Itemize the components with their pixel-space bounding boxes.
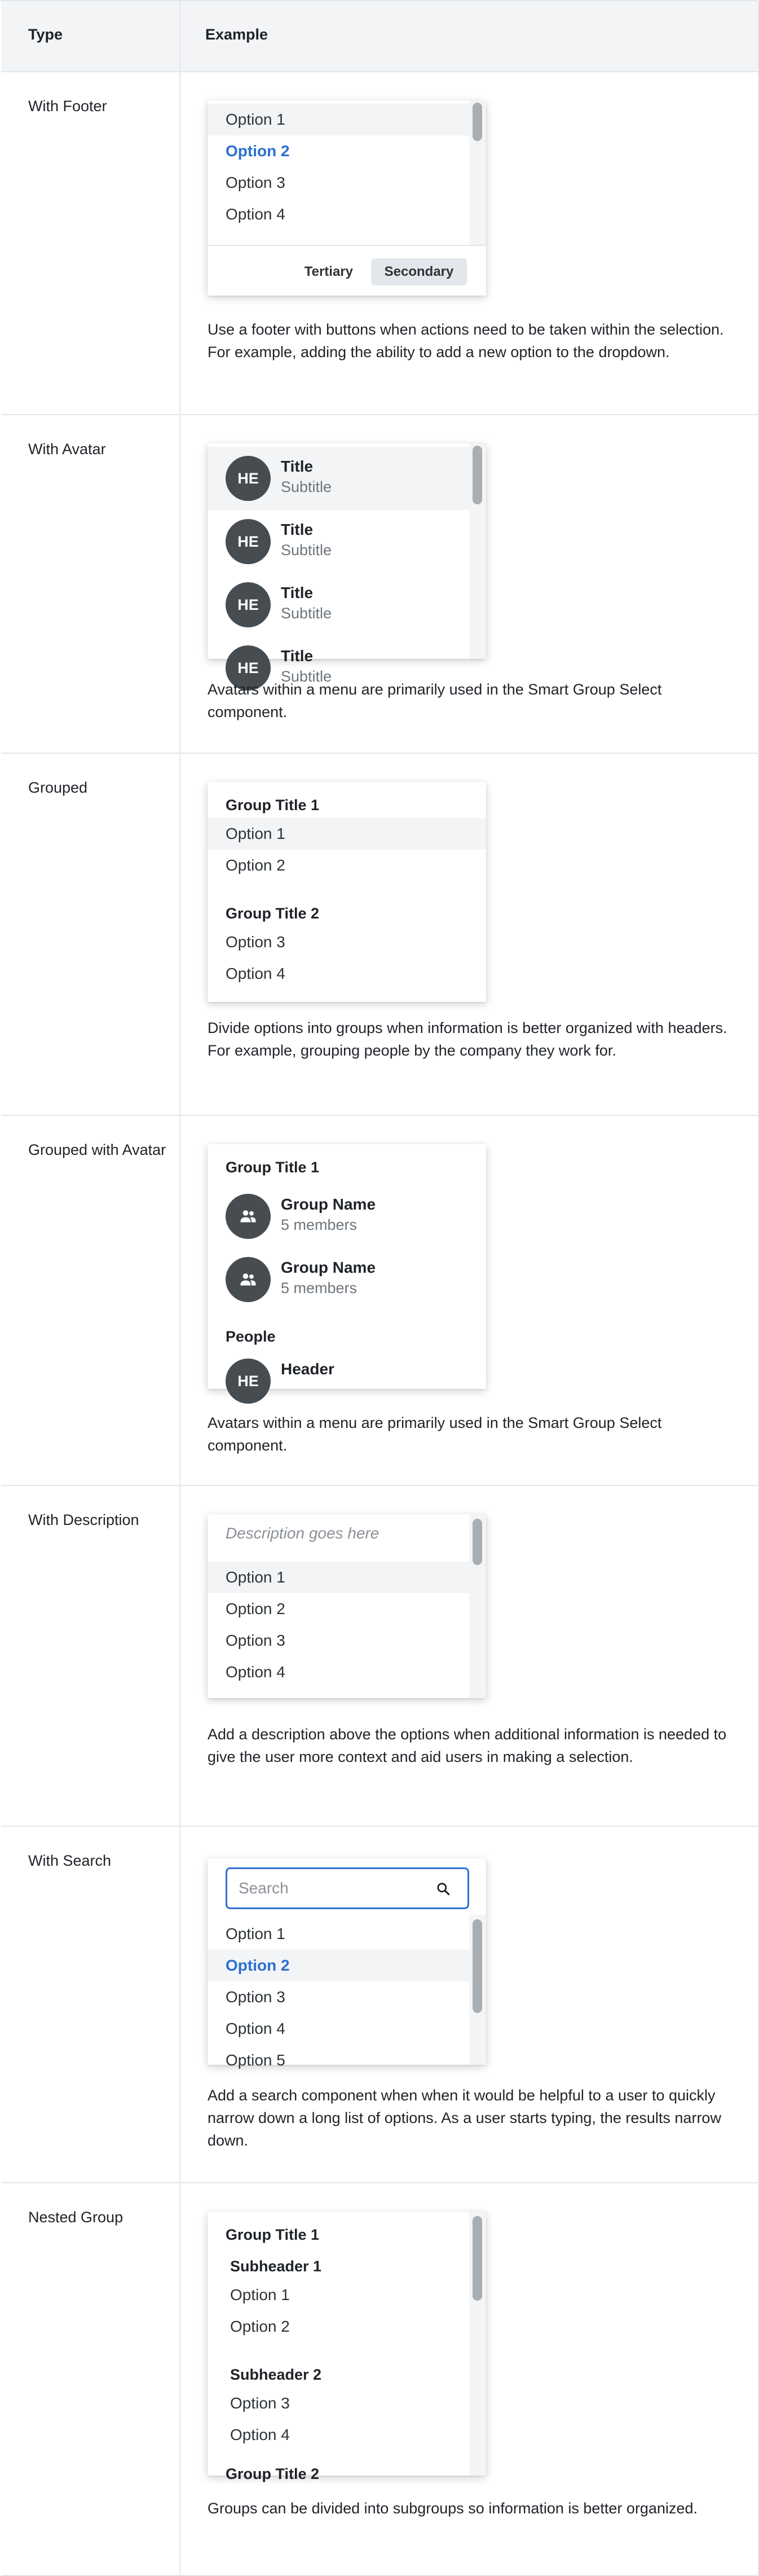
type-label: Nested Group — [28, 2209, 123, 2226]
scrollbar[interactable] — [469, 443, 486, 659]
scrollbar-thumb[interactable] — [473, 1519, 482, 1565]
group-icon — [238, 1269, 258, 1290]
group-title: People — [226, 1328, 276, 1345]
row-description: Divide options into groups when information is better organized with headers. For example, grouping people by the company they work for. — [208, 1019, 727, 1059]
row-description: Avatars within a menu are primarily used in the Smart Group Select component. — [208, 681, 662, 720]
dropdown-menu-with-search — [208, 1858, 486, 2069]
menu-option[interactable]: Option 1 — [208, 818, 486, 850]
avatar: HE — [226, 582, 271, 627]
item-title: Title — [281, 647, 314, 665]
menu-option[interactable]: Option 4 — [226, 2020, 285, 2037]
person-menu-item[interactable] — [208, 1349, 486, 1413]
type-cell — [1, 1827, 180, 2182]
table-row-with-footer — [1, 72, 759, 415]
item-title: Title — [281, 458, 314, 475]
tertiary-button[interactable]: Tertiary — [305, 260, 353, 284]
group-menu-item[interactable] — [208, 1248, 486, 1311]
avatar-menu-item[interactable] — [208, 447, 486, 510]
type-cell — [1, 1486, 180, 1826]
menu-description: Description goes here — [226, 1524, 380, 1542]
type-label: Grouped with Avatar — [28, 1141, 166, 1158]
table-row-with-search — [1, 1827, 759, 2183]
type-label: With Avatar — [28, 441, 106, 458]
menu-footer — [208, 245, 486, 296]
type-label: With Description — [28, 1511, 139, 1528]
scrollbar[interactable] — [469, 1514, 486, 1698]
dropdown-menu-with-description — [208, 1514, 486, 1698]
menu-option[interactable]: Option 1 — [208, 104, 486, 135]
item-title: Group Name — [281, 1195, 376, 1213]
item-subtitle: Subtitle — [281, 542, 332, 559]
avatar: HE — [226, 645, 271, 691]
example-cell — [180, 754, 759, 1115]
menu-option-selected[interactable]: Option 2 — [226, 142, 290, 160]
group-menu-item[interactable] — [208, 1185, 486, 1248]
menu-option-selected[interactable]: Option 2 — [208, 1950, 486, 1981]
menu-option[interactable]: Option 3 — [226, 1988, 285, 2006]
group-title: Group Title 1 — [226, 797, 320, 814]
dropdown-menu-with-avatar — [208, 443, 486, 685]
dropdown-menu-grouped — [208, 782, 486, 1002]
item-title: Group Name — [281, 1259, 376, 1276]
subgroup-title: Subheader 1 — [230, 2258, 322, 2275]
table-row-grouped-with-avatar — [1, 1116, 759, 1486]
menu-option[interactable]: Option 4 — [226, 1663, 285, 1681]
scrollbar-thumb[interactable] — [473, 103, 482, 141]
type-label: With Search — [28, 1852, 112, 1869]
group-avatar — [226, 1257, 271, 1302]
item-subtitle: Subtitle — [281, 478, 332, 495]
type-cell — [1, 1116, 180, 1485]
header-type-label: Type — [28, 26, 63, 43]
type-cell — [1, 2183, 180, 2575]
menu-option[interactable]: Option 1 — [208, 1562, 486, 1593]
item-subtitle: 5 members — [281, 1216, 358, 1233]
type-label: Grouped — [28, 779, 88, 796]
type-label: With Footer — [28, 98, 107, 115]
dropdown-menu-with-footer — [208, 100, 486, 296]
item-subtitle: Subtitle — [281, 605, 332, 622]
table-row-nested-group — [1, 2183, 759, 2576]
group-title: Group Title 1 — [226, 2226, 320, 2243]
example-cell — [180, 2183, 759, 2575]
row-description: Avatars within a menu are primarily used in the Smart Group Select component. — [208, 1414, 662, 1454]
group-icon — [238, 1206, 258, 1227]
row-description: Use a footer with buttons when actions need to be taken within the selection. For example, adding the ability to add a new option to the dropdown. — [208, 321, 724, 361]
header-cell-type — [1, 1, 180, 71]
menu-option[interactable]: Option 3 — [226, 933, 285, 951]
menu-option[interactable]: Option 3 — [226, 1632, 285, 1649]
header-example-label: Example — [205, 26, 268, 43]
scrollbar-thumb[interactable] — [473, 1919, 482, 2013]
table-row-with-avatar — [1, 415, 759, 754]
search-icon[interactable] — [436, 1882, 451, 1896]
menu-option[interactable]: Option 3 — [226, 174, 285, 191]
avatar: HE — [226, 456, 271, 501]
menu-option[interactable]: Option 4 — [226, 205, 285, 223]
type-cell — [1, 754, 180, 1115]
menu-option[interactable]: Option 2 — [226, 1600, 285, 1617]
item-subtitle: 5 members — [281, 1280, 358, 1296]
scrollbar-thumb[interactable] — [473, 446, 482, 504]
menu-option[interactable]: Option 1 — [226, 1925, 285, 1942]
scrollbar[interactable] — [469, 1915, 486, 2065]
row-description: Add a search component when when it would be helpful to a user to quickly narrow down a long list of options. As a user starts typing, the results narrow down. — [208, 2087, 721, 2149]
example-cell — [180, 415, 759, 753]
group-avatar — [226, 1194, 271, 1239]
example-cell — [180, 1116, 759, 1485]
example-cell — [180, 72, 759, 414]
subgroup-title: Subheader 2 — [230, 2366, 322, 2383]
avatar-menu-item[interactable] — [208, 573, 486, 636]
menu-option[interactable]: Option 3 — [230, 2394, 290, 2412]
type-cell — [1, 72, 180, 414]
search-input[interactable] — [239, 1876, 425, 1901]
row-description: Add a description above the options when additional information is needed to give the user more context and aid users in making a selection. — [208, 1726, 727, 1765]
menu-option[interactable]: Option 2 — [230, 2318, 290, 2335]
row-description: Groups can be divided into subgroups so information is better organized. — [208, 2500, 698, 2517]
table-row-grouped — [1, 754, 759, 1116]
example-cell — [180, 1827, 759, 2182]
scrollbar-thumb[interactable] — [473, 2216, 482, 2301]
scrollbar[interactable] — [469, 100, 486, 245]
avatar-menu-item[interactable] — [208, 510, 486, 573]
group-title: Group Title 1 — [226, 1159, 320, 1176]
dropdown-menu-grouped-with-avatar — [208, 1144, 486, 1389]
table-header-row — [1, 1, 759, 72]
menu-option[interactable]: Option 4 — [226, 965, 285, 982]
menu-option[interactable]: Option 4 — [230, 2426, 290, 2443]
dropdown-menu-nested-group — [208, 2212, 486, 2482]
menu-option[interactable]: Option 2 — [226, 856, 285, 874]
example-cell — [180, 1486, 759, 1826]
item-title: Title — [281, 584, 314, 601]
group-title: Group Title 2 — [226, 905, 320, 922]
search-field[interactable] — [226, 1867, 469, 1909]
secondary-button[interactable]: Secondary — [371, 258, 467, 285]
group-title: Group Title 2 — [226, 2465, 320, 2482]
menu-option[interactable]: Option 1 — [230, 2286, 290, 2304]
item-title: Header — [281, 1360, 334, 1378]
item-subtitle: Subtitle — [281, 668, 332, 685]
scrollbar[interactable] — [469, 2212, 486, 2476]
avatar: HE — [226, 1359, 271, 1404]
header-cell-example — [180, 1, 759, 71]
table-row-with-description — [1, 1486, 759, 1827]
type-cell — [1, 415, 180, 753]
avatar: HE — [226, 519, 271, 564]
item-title: Title — [281, 521, 314, 538]
menu-option[interactable]: Option 5 — [226, 2051, 285, 2069]
